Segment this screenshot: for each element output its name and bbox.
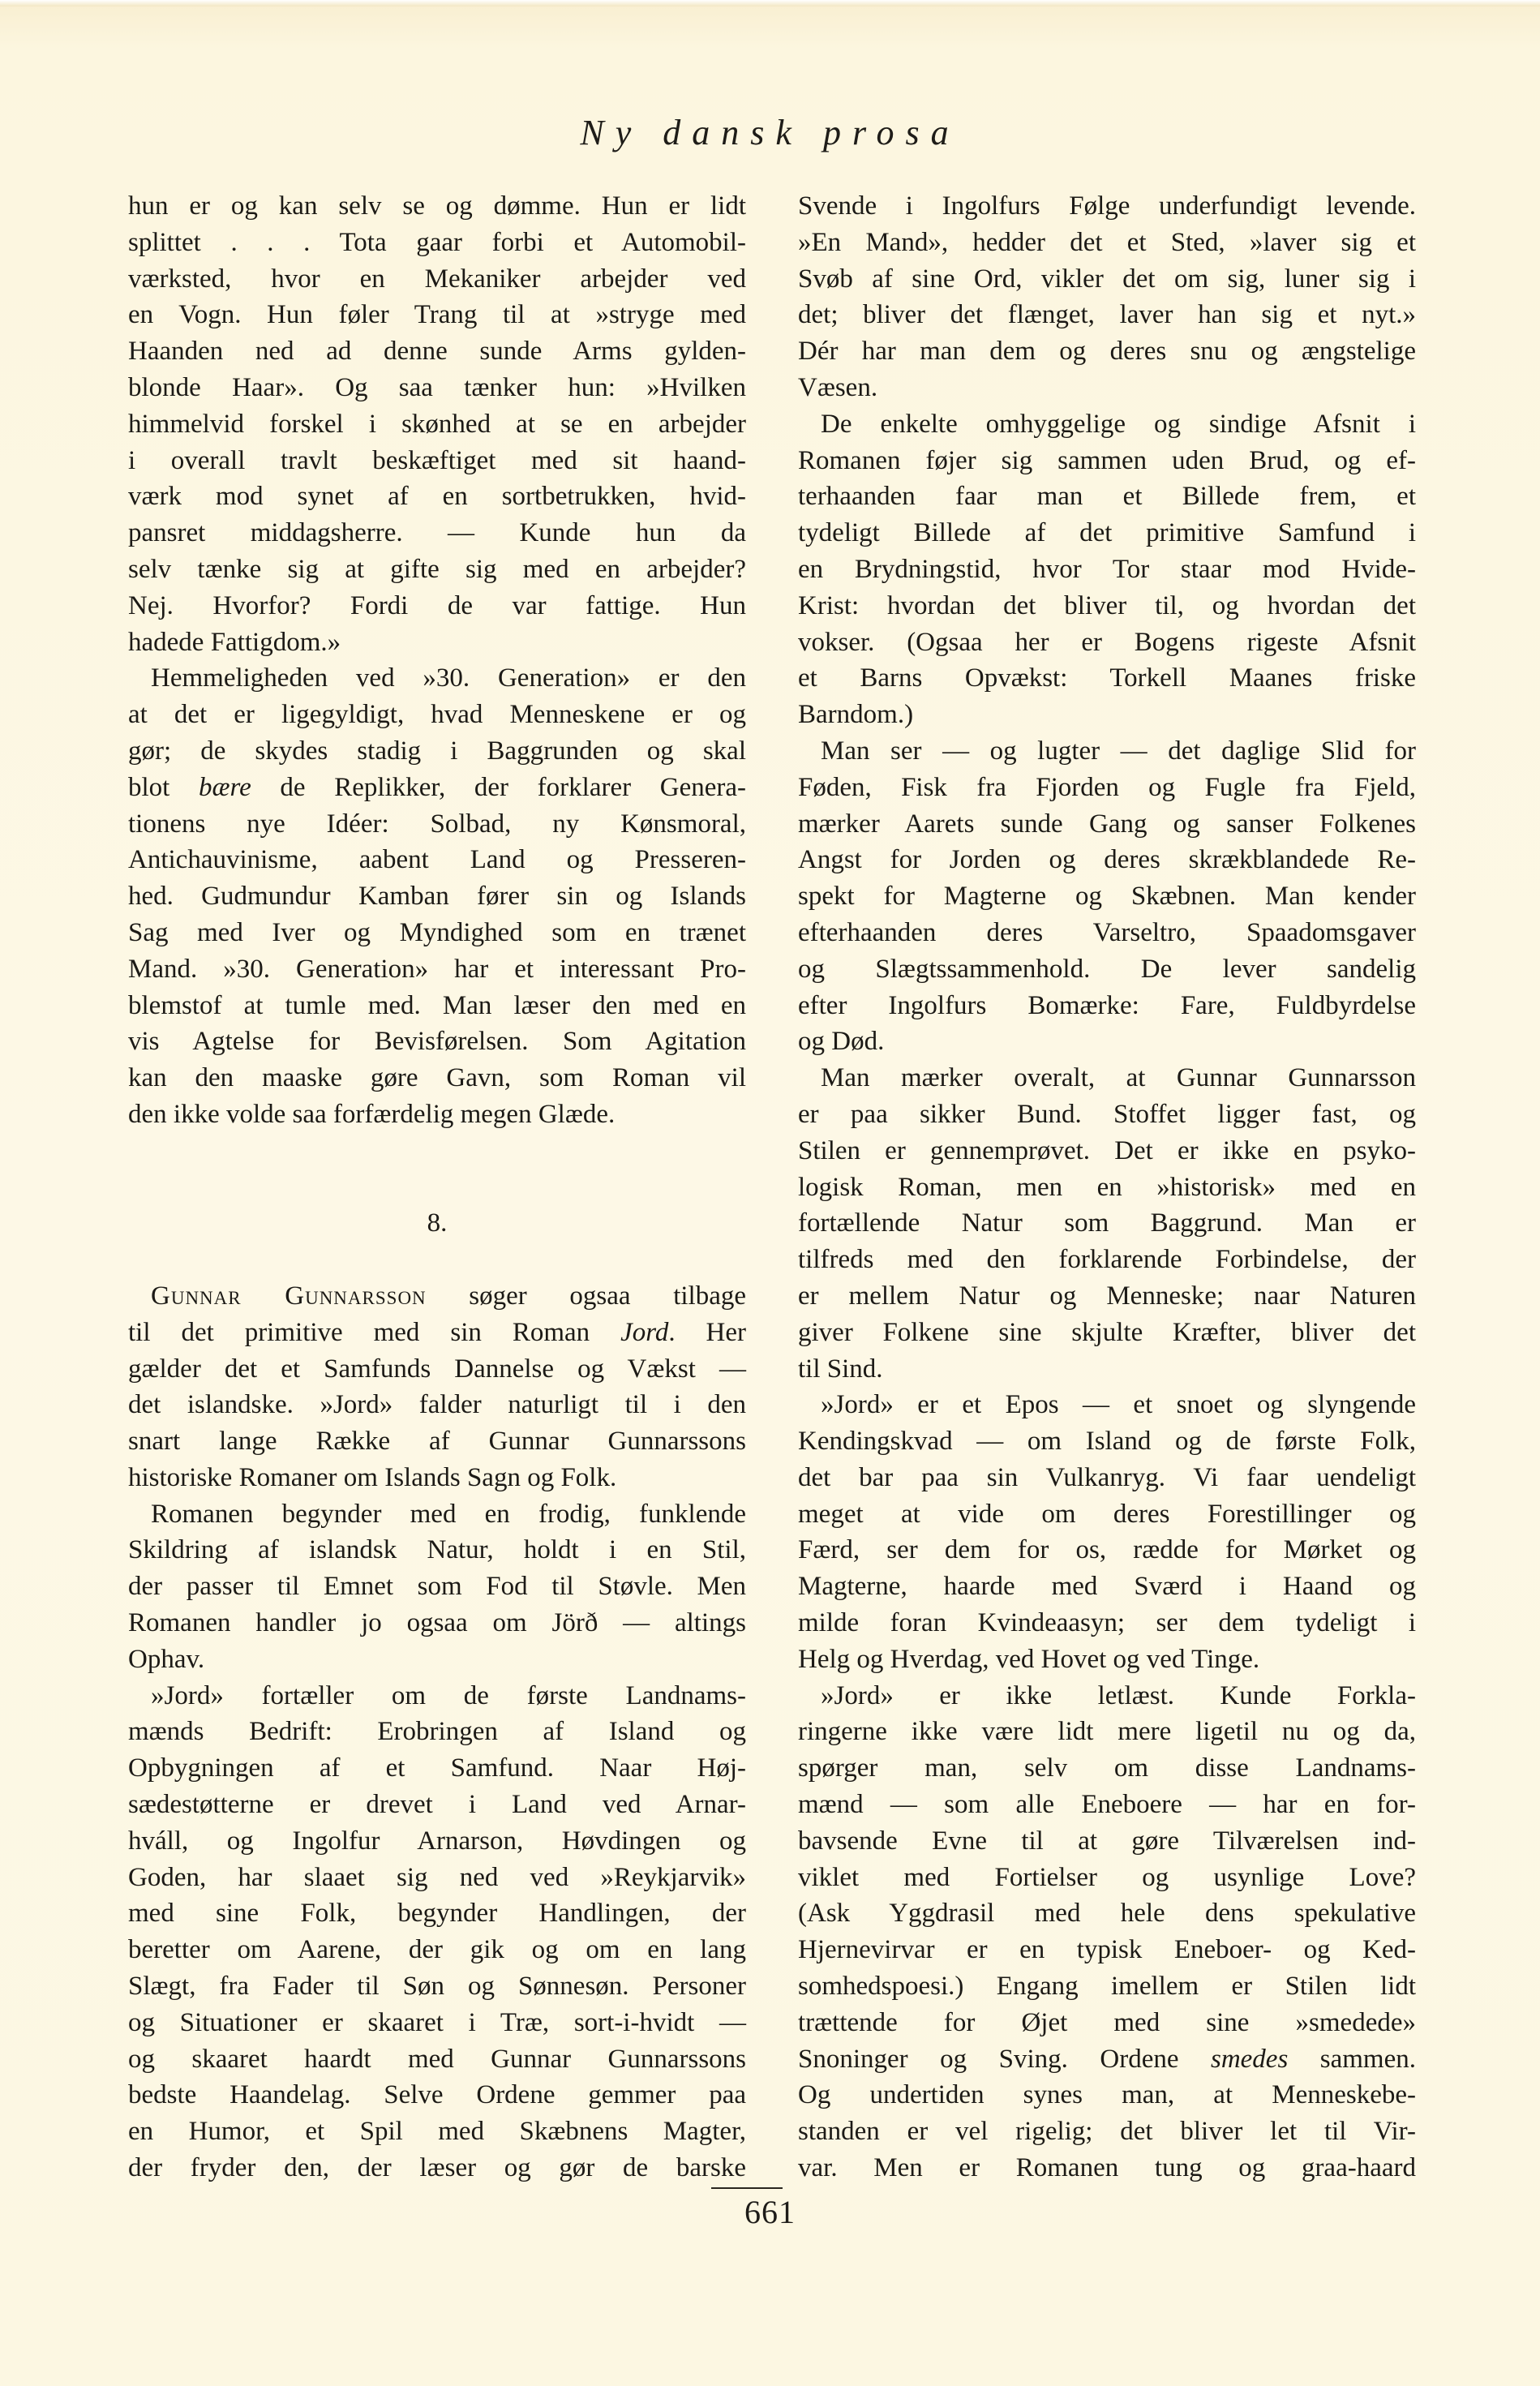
- text-line: viklet med Fortielser og usynlige Love?: [798, 1862, 1416, 1892]
- text-line: kan den maaske gøre Gavn, som Roman vil: [128, 1063, 746, 1093]
- text-line: der passer til Emnet som Fod til Støvle. Men: [128, 1572, 746, 1602]
- paragraph: [128, 660, 746, 1132]
- text-line: Krist: hvordan det bliver til, og hvordan det: [798, 590, 1416, 620]
- text-line: spekt for Magterne og Skæbnen. Man kender: [798, 882, 1416, 912]
- text-line: milde foran Kvindeaasyn; ser dem tydeligt i: [798, 1608, 1416, 1638]
- text-line: det bar paa sin Vulkanryg. Vi faar uendeligt: [798, 1462, 1416, 1492]
- text-line: et Barns Opvækst: Torkell Maanes friske: [798, 663, 1416, 693]
- running-head: Ny dansk prosa: [580, 113, 960, 152]
- text-line: det islandske. »Jord» falder naturligt til i den: [128, 1390, 746, 1420]
- text-line: Og undertiden synes man, at Menneskebe-: [798, 2080, 1416, 2110]
- text-line: hed. Gudmundur Kamban fører sin og Islands: [128, 882, 746, 912]
- text-run: søger ogsaa tilbage: [426, 1281, 746, 1311]
- text-line: en Brydningstid, hvor Tor staar mod Hvide-: [798, 554, 1416, 584]
- text-line: Færd, ser dem for os, rædde for Mørket og: [798, 1535, 1416, 1565]
- text-line: Føden, Fisk fra Fjorden og Fugle fra Fjeld,: [798, 772, 1416, 802]
- text-line: beretter om Aarene, der gik og om en lang: [128, 1935, 746, 1965]
- text-line: efter Ingolfurs Bomærke: Fare, Fuldbyrdelse: [798, 990, 1416, 1020]
- text-line: giver Folkene sine skjulte Kræfter, bliver det: [798, 1317, 1416, 1347]
- text-line: efterhaanden deres Varseltro, Spaadomsgaver: [798, 917, 1416, 947]
- text-line: Stilen er gennemprøvet. Det er ikke en psyko-: [798, 1135, 1416, 1165]
- right-column: [798, 188, 1416, 2186]
- text-line: en Humor, et Spil med Skæbnens Magter,: [128, 2117, 746, 2147]
- text-line: »Jord» fortæller om de første Landnams-: [151, 1680, 746, 1710]
- text-line: Nej. Hvorfor? Fordi de var fattige. Hun: [128, 590, 746, 620]
- text-line: splittet . . . Tota gaar forbi et Automobil-: [128, 227, 746, 257]
- spacer: [128, 1133, 746, 1169]
- text-line: værksted, hvor en Mekaniker arbejder ved: [128, 264, 746, 294]
- section-number: 8.: [427, 1208, 448, 1238]
- text-line: Sag med Iver og Myndighed som en trænet: [128, 917, 746, 947]
- text-line: Mand. »30. Generation» har et interessant Pro-: [128, 954, 746, 984]
- book-title: Jord: [620, 1317, 669, 1347]
- paragraph: [128, 1278, 746, 1496]
- text-line: Antichauvinisme, aabent Land og Presseren-: [128, 845, 746, 875]
- text-line: sædestøtterne er drevet i Land ved Arnar-: [128, 1790, 746, 1820]
- text-line: snart lange Række af Gunnar Gunnarssons: [128, 1427, 746, 1457]
- text-line: Hemmeligheden ved »30. Generation» er den: [151, 663, 746, 693]
- text-line: standen er vel rigelig; det bliver let til Vir-: [798, 2117, 1416, 2147]
- text-line: [128, 1315, 746, 1351]
- text-line: hadede Fattigdom.»: [128, 627, 341, 657]
- text-line: vis Agtelse for Bevisførelsen. Som Agitation: [128, 1027, 746, 1057]
- text-line: blemstof at tumle med. Man læser den med en: [128, 990, 746, 1020]
- text-line: meget at vide om deres Forestillinger og: [798, 1499, 1416, 1529]
- paragraph: [128, 188, 746, 660]
- text-line: er mellem Natur og Menneske; naar Naturen: [798, 1281, 1416, 1311]
- paragraph: [128, 1496, 746, 1678]
- text-run: Snoninger og Sving. Ordene: [798, 2044, 1211, 2074]
- paragraph: [798, 1678, 1416, 2186]
- text-line: selv tænke sig at gifte sig med en arbejder?: [128, 554, 746, 584]
- spacer: [128, 1169, 746, 1206]
- italic-word: smedes: [1210, 2044, 1289, 2074]
- text-line: den ikke volde saa forfærdelig megen Glæde.: [128, 1099, 616, 1129]
- text-run: sammen.: [1288, 2044, 1417, 2074]
- text-line: mænds Bedrift: Erobringen af Island og: [128, 1717, 746, 1747]
- text-line: var. Men er Romanen tung og graa-haard: [798, 2153, 1416, 2183]
- text-line: Barndom.): [798, 700, 914, 730]
- text-line: Romanen begynder med en frodig, funklende: [151, 1499, 746, 1529]
- text-line: trættende for Øjet med sine »smedede»: [798, 2007, 1416, 2037]
- text-line: Væsen.: [798, 372, 878, 402]
- spacer: [128, 1242, 746, 1278]
- text-line: (Ask Yggdrasil med hele dens spekulative: [798, 1899, 1416, 1929]
- page-top-edge: [0, 0, 1540, 6]
- paragraph: [798, 406, 1416, 733]
- left-column: [128, 188, 746, 2186]
- text-line: til Sind.: [798, 1354, 883, 1384]
- text-line: tilfreds med den forklarende Forbindelse, der: [798, 1245, 1416, 1275]
- text-line: bedste Haandelag. Selve Ordene gemmer paa: [128, 2080, 746, 2110]
- text-line: pansret middagsherre. — Kunde hun da: [128, 518, 746, 548]
- text-line: historiske Romaner om Islands Sagn og Folk.: [128, 1462, 617, 1492]
- text-line: tydeligt Billede af det primitive Samfund i: [798, 518, 1416, 548]
- text-run: . Her: [668, 1317, 746, 1347]
- text-line: at det er ligegyldigt, hvad Menneskene er og: [128, 700, 746, 730]
- folio-rule: [711, 2187, 783, 2189]
- text-line: terhaanden faar man et Billede frem, et: [798, 482, 1416, 512]
- text-line: og Situationer er skaaret i Træ, sort-i-hvidt —: [128, 2007, 746, 2037]
- text-line: De enkelte omhyggelige og sindige Afsnit i: [821, 409, 1416, 439]
- text-line: gælder det et Samfunds Dannelse og Vækst —: [128, 1354, 746, 1384]
- text-line: Skildring af islandsk Natur, holdt i en Stil,: [128, 1535, 746, 1565]
- text-line: Kendingskvad — om Island og de første Folk,: [798, 1427, 1416, 1457]
- text-line: himmelvid forskel i skønhed at se en arbejder: [128, 409, 746, 439]
- text-line: mærker Aarets sunde Gang og sanser Folkenes: [798, 809, 1416, 839]
- text-line: bavsende Evne til at gøre Tilværelsen ind-: [798, 1826, 1416, 1856]
- text-line: spørger man, selv om disse Landnams-: [798, 1753, 1416, 1783]
- text-line: Angst for Jorden og deres skrækblandede Re-: [798, 845, 1416, 875]
- text-line: hun er og kan selv se og dømme. Hun er lidt: [128, 191, 746, 221]
- text-line: Svøb af sine Ord, vikler det om sig, luner sig i: [798, 264, 1416, 294]
- text-line: »Jord» er et Epos — et snoet og slyngende: [821, 1390, 1416, 1420]
- text-line: Haanden ned ad denne sunde Arms gylden-: [128, 337, 746, 367]
- text-run: blot: [128, 772, 199, 802]
- text-line: somhedspoesi.) Engang imellem er Stilen lidt: [798, 1972, 1416, 2002]
- text-line: Opbygningen af et Samfund. Naar Høj-: [128, 1753, 746, 1783]
- text-line: mænd — som alle Eneboere — har en for-: [798, 1790, 1416, 1820]
- text-line: logisk Roman, men en »historisk» med en: [798, 1172, 1416, 1202]
- text-line: Helg og Hverdag, ved Hovet og ved Tinge.: [798, 1644, 1260, 1674]
- paragraph: [798, 1060, 1416, 1387]
- text-line: Magterne, haarde med Sværd i Haand og: [798, 1572, 1416, 1602]
- text-line: [798, 2041, 1416, 2078]
- paragraph: [128, 1678, 746, 2186]
- text-line: og Død.: [798, 1027, 885, 1057]
- text-line: Goden, har slaaet sig ned ved »Reykjarvik»: [128, 1862, 746, 1892]
- text-line: ringerne ikke være lidt mere ligetil nu og da,: [798, 1717, 1416, 1747]
- text-line: »Jord» er ikke letlæst. Kunde Forkla-: [821, 1680, 1416, 1710]
- text-line: Svende i Ingolfurs Følge underfundigt levende.: [798, 191, 1416, 221]
- text-line: er paa sikker Bund. Stoffet ligger fast, og: [798, 1099, 1416, 1129]
- text-line: vokser. (Ogsaa her er Bogens rigeste Afsnit: [798, 627, 1416, 657]
- author-name: Gunnar Gunnarsson: [151, 1281, 427, 1311]
- text-line: gør; de skydes stadig i Baggrunden og skal: [128, 736, 746, 766]
- text-line: med sine Folk, begynder Handlingen, der: [128, 1899, 746, 1929]
- text-line: værk mod synet af en sortbetrukken, hvid-: [128, 482, 746, 512]
- text-run: til det primitive med sin Roman: [128, 1317, 621, 1347]
- text-line: Hjernevirvar er en typisk Eneboer- og Ked-: [798, 1935, 1416, 1965]
- text-line: en Vogn. Hun føler Trang til at »stryge med: [128, 300, 746, 330]
- text-line: [128, 1278, 746, 1315]
- text-line: Dér har man dem og deres snu og ængstelige: [798, 337, 1416, 367]
- text-line: hváll, og Ingolfur Arnarson, Høvdingen og: [128, 1826, 746, 1856]
- text-line: fortællende Natur som Baggrund. Man er: [798, 1208, 1416, 1238]
- text-line: Ophav.: [128, 1644, 205, 1674]
- paragraph: [798, 733, 1416, 1060]
- text-line: blonde Haar». Og saa tænker hun: »Hvilken: [128, 372, 746, 402]
- text-line: [128, 770, 746, 806]
- text-line: Man mærker overalt, at Gunnar Gunnarsson: [821, 1063, 1416, 1093]
- paragraph: [798, 188, 1416, 406]
- italic-word: bære: [198, 772, 251, 802]
- text-run: de Replikker, der forklarer Genera-: [251, 772, 746, 802]
- text-line: og Slægtssammenhold. De lever sandelig: [798, 954, 1416, 984]
- text-line: Romanen føjer sig sammen uden Brud, og ef-: [798, 445, 1416, 475]
- text-line: Man ser — og lugter — det daglige Slid for: [821, 736, 1416, 766]
- text-line: tionens nye Idéer: Solbad, ny Kønsmoral,: [128, 809, 746, 839]
- text-line: Slægt, fra Fader til Søn og Sønnesøn. Personer: [128, 1972, 746, 2002]
- text-line: det; bliver det flænget, laver han sig et nyt.»: [798, 300, 1416, 330]
- text-line: der fryder den, der læser og gør de barske: [128, 2153, 746, 2183]
- text-line: »En Mand», hedder det et Sted, »laver sig et: [798, 227, 1416, 257]
- text-line: og skaaret haardt med Gunnar Gunnarssons: [128, 2044, 746, 2074]
- text-line: i overall travlt beskæftiget med sit haand-: [128, 445, 746, 475]
- page-number: 661: [744, 2194, 796, 2230]
- paragraph: [798, 1387, 1416, 1677]
- text-line: Romanen handler jo ogsaa om Jörð — altings: [128, 1608, 746, 1638]
